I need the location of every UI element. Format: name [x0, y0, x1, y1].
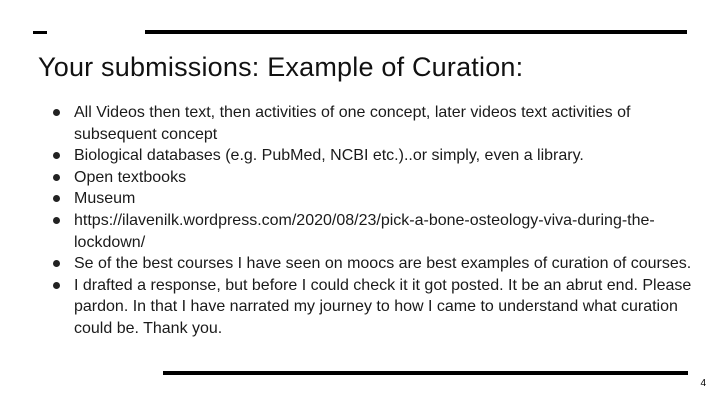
bullet-item — [46, 188, 706, 210]
bullet-dot-icon — [53, 260, 60, 267]
bullet-item — [46, 275, 706, 340]
bullet-dot-icon — [53, 109, 60, 116]
bullet-text: Se of the best courses I have seen on moocs are best examples of curation of courses. — [74, 255, 692, 273]
bullet-dot-icon — [53, 174, 60, 181]
bullet-item — [46, 210, 706, 253]
bullet-list — [46, 102, 706, 340]
bullet-item — [46, 102, 706, 145]
bullet-item — [46, 253, 706, 275]
bullet-text: I drafted a response, but before I could check it it got posted. It be an abrut end. Please pardon. In that I have narrated my journey to how I came to understand what curation could be. Thank you. — [74, 276, 692, 337]
accent-line-bottom — [163, 371, 688, 375]
accent-line-short — [33, 31, 47, 34]
page-number: 4 — [700, 378, 706, 389]
bullet-text: Museum — [74, 190, 136, 208]
bullet-text: Open textbooks — [74, 168, 187, 186]
bullet-dot-icon — [53, 282, 60, 289]
accent-line-top — [145, 30, 687, 34]
bullet-dot-icon — [53, 195, 60, 202]
bullet-item — [46, 167, 706, 189]
bullet-item — [46, 145, 706, 167]
bullet-link-text: https://ilavenilk.wordpress.com/2020/08/23/pick-a-bone-osteology-viva-during-the-lockdown/ — [74, 211, 655, 251]
bullet-text: All Videos then text, then activities of one concept, later videos text activities of subsequent concept — [74, 104, 631, 143]
bullet-text: Biological databases (e.g. PubMed, NCBI etc.)..or simply, even a library. — [74, 147, 584, 165]
slide-title: Your submissions: Example of Curation: — [38, 52, 524, 82]
bullet-dot-icon — [53, 217, 60, 224]
bullet-dot-icon — [53, 152, 60, 159]
